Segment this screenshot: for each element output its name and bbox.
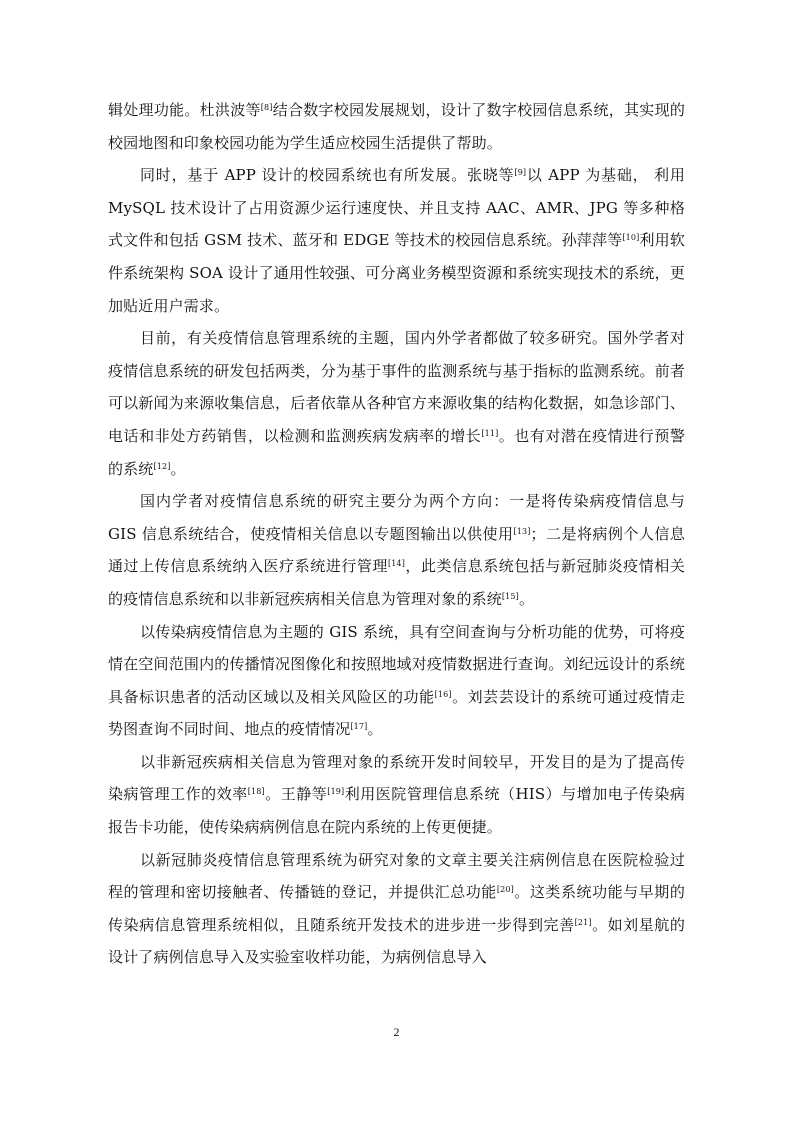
- paragraph-1: [108, 94, 685, 159]
- citation-ref: [19]: [327, 787, 345, 797]
- citation-ref: [9]: [514, 168, 527, 178]
- text-run: 利用医院管理信息系统（HIS）与增加电子传染病报告卡功能，使传染病病例信息在院内系统的上传更便捷。: [108, 785, 686, 837]
- text-run: ，此类信息系统包括与新冠肺炎疫情相关的疫情信息系统和以非新冠疾病相关信息为管理对象的系统: [108, 557, 685, 608]
- citation-ref: [18]: [247, 787, 265, 797]
- document-body: [108, 94, 685, 974]
- text-run: 。也有对潜在疫情进行预警的系统: [108, 426, 685, 478]
- citation-ref: [11]: [481, 428, 499, 438]
- text-run: 以新冠肺炎疫情信息管理系统为研究对象的文章主要关注病例信息在医院检验过程的管理和密切接触者、传播链的登记，并提供汇总功能: [108, 850, 685, 902]
- text-run: 。王静等: [264, 785, 328, 804]
- paragraph-4: [108, 485, 685, 615]
- citation-ref: [17]: [350, 722, 368, 732]
- paragraph-6: [108, 746, 685, 844]
- citation-ref: [21]: [574, 917, 592, 927]
- text-run: 。: [518, 589, 535, 608]
- text-run: 目前，有关疫情信息管理系统的主题，国内外学者都做了较多研究。国外学者对疫情信息系统的研发包括两类，分为基于事件的监测系统与基于指标的监测系统。前者可以新闻为来源收集信息，后者依靠从各种官方来源收集的结构化数据，如急诊部门、电话和非处方药销售，以检测和监测疾病发病率的增长: [108, 329, 685, 445]
- text-run: ；二是将病例个人信息通过上传信息系统纳入医疗系统进行管理: [108, 524, 685, 576]
- text-run: 以传染病疫情信息为主题的 GIS 系统，具有空间查询与分析功能的优势，可将疫情在空间范围内的传播情况图像化和按照地域对疫情数据进行查询。刘纪远设计的系统具备标识患者的活动区域以及相关风险区的功能: [108, 622, 685, 706]
- text-run: 。这类系统功能与早期的传染病信息管理系统相似，且随系统开发技术的进步进一步得到完善: [108, 883, 685, 934]
- text-run: 。如刘星航的设计了病例信息导入及实验室收样功能，为病例信息导入: [108, 915, 685, 967]
- page-number: 2: [393, 1025, 400, 1039]
- paragraph-2: [108, 159, 685, 322]
- citation-ref: [10]: [622, 233, 640, 243]
- citation-ref: [20]: [496, 885, 514, 895]
- paragraph-7: [108, 844, 685, 974]
- text-run: 辑处理功能。杜洪波等: [108, 101, 261, 119]
- text-run: 以非新冠疾病相关信息为管理对象的系统开发时间较早，开发目的是为了提高传染病管理工作的效率: [108, 752, 685, 804]
- paragraph-5: [108, 616, 685, 746]
- text-run: 国内学者对疫情信息系统的研究主要分为两个方向：一是将传染病疫情信息与 GIS 信息系统结合，使疫情相关信息以专题图输出以供使用: [108, 492, 685, 543]
- citation-ref: [16]: [434, 689, 452, 699]
- text-run: 同时，基于 APP 设计的校园系统也有所发展。张晓等: [140, 166, 515, 185]
- paragraph-3: [108, 322, 685, 485]
- text-run: 利用软件系统架构 SOA 设计了通用性较强、可分离业务模型资源和系统实现技术的系统，更加贴近用户需求。: [108, 231, 685, 315]
- citation-ref: [14]: [387, 559, 406, 569]
- citation-ref: [8]: [260, 103, 273, 112]
- text-run: 。: [170, 459, 186, 478]
- text-run: 以 APP 为基础， 利用 MySQL 技术设计了占用资源少运行速度快、并且支持 AAC、AMR、JPG 等多种格式文件和包括 GSM 技术、蓝牙和 EDGE 等技术的校园信息系统。孙萍萍等: [108, 166, 685, 250]
- text-run: 结合数字校园发展规划，设计了数字校园信息系统，其实现的校园地图和印象校园功能为学生适应校园生活提供了帮助。: [108, 101, 685, 152]
- text-run: 。刘芸芸设计的系统可通过疫情走势图查询不同时间、地点的疫情情况: [108, 687, 685, 739]
- citation-ref: [15]: [501, 591, 519, 601]
- text-run: 。: [367, 720, 383, 739]
- citation-ref: [12]: [153, 461, 171, 471]
- citation-ref: [13]: [513, 526, 531, 536]
